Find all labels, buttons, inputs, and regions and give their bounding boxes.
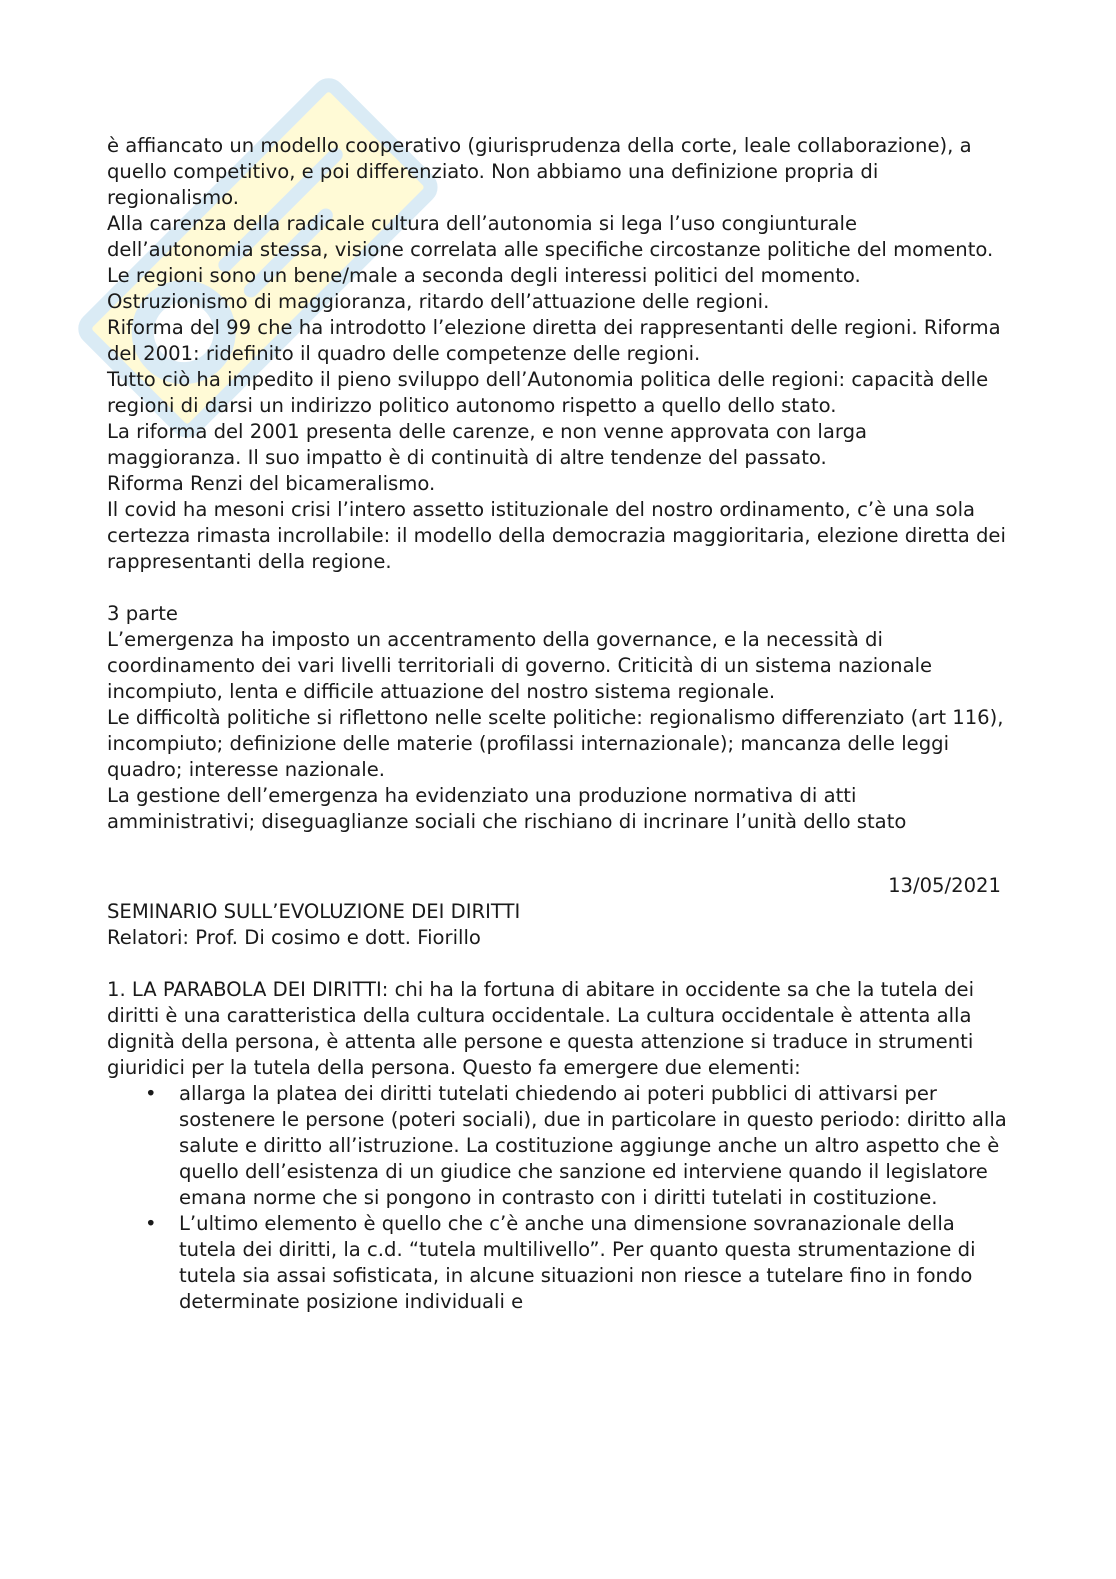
list-item-text: allarga la platea dei diritti tutelati chiedendo ai poteri pubblici di attivarsi per sostenere le persone (poteri sociali), due in particolare in questo periodo: diritto alla salute e diritto all’istruzione. La costituzione aggiunge anche un altro aspetto che è quello dell’esistenza di un giudice che sanzione ed interviene quando il legislatore emana norme che si pongono in contrasto con i diritti tutelati in costituzione. <box>179 1082 1007 1209</box>
part3-heading: 3 parte <box>107 602 178 625</box>
lecture-date: 13/05/2021 <box>888 874 1001 897</box>
document-page <box>107 133 1007 1315</box>
bullet-icon: • <box>145 1212 157 1235</box>
paragraph-political-difficulties: Le difficoltà politiche si riflettono nelle scelte politiche: regionalismo differenziato (art 116), incompiuto; definizione delle materie (profilassi internazionale); mancanza delle leggi quadro; interesse nazionale. <box>107 706 1004 781</box>
paragraph-autonomy-culture: Alla carenza della radicale cultura dell’autonomia si lega l’uso congiunturale dell’autonomia stessa, visione correlata alle specifiche circostanze politiche del momento. Le regioni sono un bene/male a seconda degli interessi politici del momento. Ostruzionismo di maggioranza, ritardo dell’attuazione delle regioni. <box>107 212 994 313</box>
seminar-speakers: Relatori: Prof. Di cosimo e dott. Fiorillo <box>107 926 481 949</box>
paragraph-cooperative-model: è affiancato un modello cooperativo (giurisprudenza della corte, leale collaborazione), a quello competitivo, e poi differenziato. Non abbiamo una definizione propria di regionalismo. <box>107 134 972 209</box>
paragraph-reform-2001: La riforma del 2001 presenta delle carenze, e non venne approvata con larga maggioranza. Il suo impatto è di continuità di altre tendenze del passato. <box>107 420 868 469</box>
paragraph-covid: Il covid ha mesoni crisi l’intero assetto istituzionale del nostro ordinamento, c’è una sola certezza rimasta incrollabile: il modello della democrazia maggioritaria, elezione diretta dei rappresentanti della regione. <box>107 498 1006 573</box>
bullet-list <box>107 1081 1007 1315</box>
seminar-title: SEMINARIO SULL’EVOLUZIONE DEI DIRITTI <box>107 900 521 923</box>
bullet-icon: • <box>145 1082 157 1105</box>
paragraph-renzi-reform: Riforma Renzi del bicameralismo. <box>107 472 436 495</box>
paragraph-emergency-governance: L’emergenza ha imposto un accentramento della governance, e la necessità di coordinamento dei vari livelli territoriali di governo. Criticità di un sistema nazionale incompiuto, lenta e difficile attuazione del nostro sistema regionale. <box>107 628 933 703</box>
list-item <box>107 1211 1007 1315</box>
section-parabola-dei-diritti: 1. LA PARABOLA DEI DIRITTI: chi ha la fortuna di abitare in occidente sa che la tutela dei diritti è una caratteristica della cultura occidentale. La cultura occidentale è attenta alla dignità della persona, è attenta alle persone e questa attenzione si traduce in strumenti giuridici per la tutela della persona. Questo fa emergere due elementi: <box>107 978 975 1079</box>
list-item-text: L’ultimo elemento è quello che c’è anche una dimensione sovranazionale della tutela dei diritti, la c.d. “tutela multilivello”. Per quanto questa strumentazione di tutela sia assai sofisticata, in alcune situazioni non riesce a tutelare fino in fondo determinate posizione individuali e <box>179 1212 976 1313</box>
list-item <box>107 1081 1007 1211</box>
paragraph-emergency-management: La gestione dell’emergenza ha evidenziato una produzione normativa di atti amministrativi; diseguaglianze sociali che rischiano di incrinare l’unità dello stato <box>107 784 907 833</box>
paragraph-reform-99: Riforma del 99 che ha introdotto l’elezione diretta dei rappresentanti delle regioni. Riforma del 2001: ridefinito il quadro delle competenze delle regioni. <box>107 316 1001 365</box>
paragraph-political-autonomy: Tutto ciò ha impedito il pieno sviluppo dell’Autonomia politica delle regioni: capacità delle regioni di darsi un indirizzo politico autonomo rispetto a quello dello stato. <box>107 368 989 417</box>
